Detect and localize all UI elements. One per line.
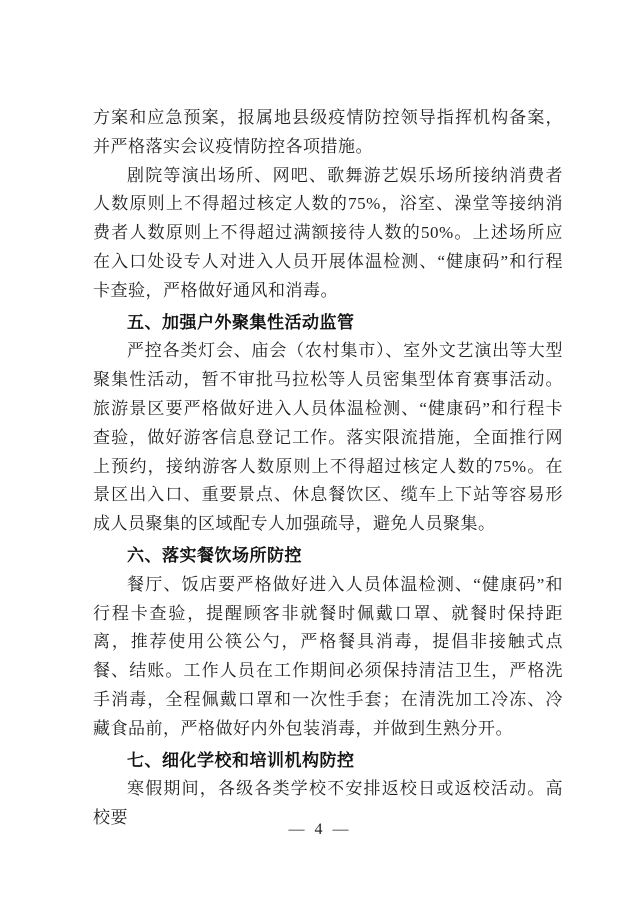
paragraph-outdoor-gatherings: 严控各类灯会、庙会（农村集市）、室外文艺演出等大型聚集性活动，暂不审批马拉松等人员密集型体育赛事活动。旅游景区要严格做好进入人员体温检测、“健康码”和行程卡查验，做好游客信息登记工作。落实限流措施，全面推行网上预约，接纳游客人数原则上不得超过核定人数的75%。在景区出入口、重要景点、休息餐饮区、缆车上下站等容易形成人员聚集的区域配专人加强疏导，避免人员聚集。 — [93, 341, 563, 534]
page-number: — 4 — — [288, 821, 352, 838]
paragraph-schools-training: 寒假期间，各级各类学校不安排返校日或返校活动。高校要 — [93, 779, 563, 828]
paragraph-catering-venues: 餐厅、饭店要严格做好进入人员体温检测、“健康码”和行程卡查验，提醒顾客非就餐时佩戴口罩、就餐时保持距离，推荐使用公筷公勺，严格餐具消毒，提倡非接触式点餐、结账。工作人员在工作期间必须保持清洁卫生，严格洗手消毒，全程佩戴口罩和一次性手套；在清洗加工冷冻、冷藏食品前，严格做好内外包装消毒，并做到生熟分开。 — [93, 574, 563, 738]
section-heading-catering-venues: 六、落实餐饮场所防控 — [127, 545, 302, 565]
section-heading-outdoor-gatherings: 五、加强户外聚集性活动监管 — [127, 312, 355, 332]
paragraph-meeting-prevention-continuation: 方案和应急预案，报属地县级疫情防控领导指挥机构备案，并严格落实会议疫情防控各项措施。 — [93, 108, 563, 156]
document-body — [93, 104, 563, 833]
section-heading-schools-training: 七、细化学校和培训机构防控 — [127, 750, 355, 770]
paragraph-entertainment-venues: 剧院等演出场所、网吧、歌舞游艺娱乐场所接纳消费者人数原则上不得超过核定人数的75%，浴室、澡堂等接纳消费者人数原则上不得超过满额接待人数的50%。上述场所应在入口处设专人对进入人员开展体温检测、“健康码”和行程卡查验，严格做好通风和消毒。 — [93, 165, 563, 300]
